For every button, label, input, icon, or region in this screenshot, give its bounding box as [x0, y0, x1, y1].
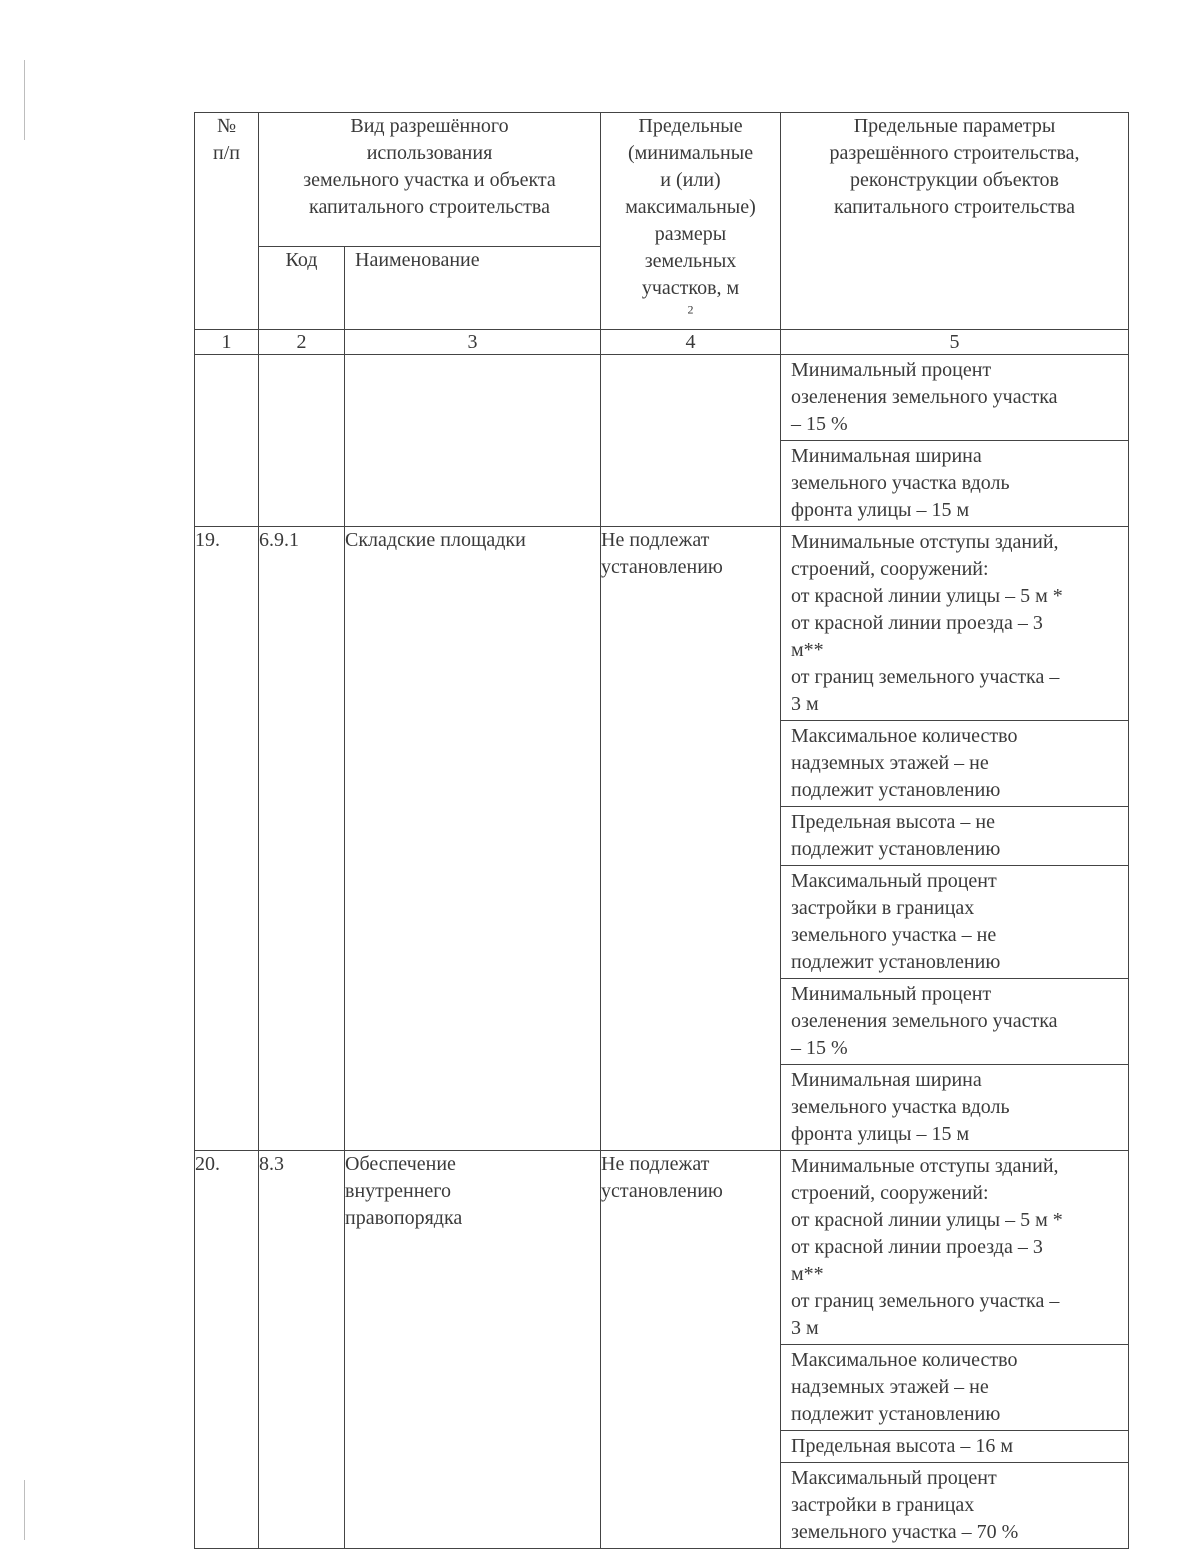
column-numbers-row: [195, 330, 1129, 355]
plot-size-limit: Не подлежат установлению: [601, 1151, 781, 1549]
plot-size-limit: [601, 355, 781, 527]
use-name: Обеспечение внутреннего правопорядка: [345, 1151, 601, 1549]
header-construction-params: Предельные параметры разрешённого строительства, реконструкции объектов капитального строительства: [781, 113, 1129, 330]
header-name: Наименование: [345, 247, 601, 330]
header-use-type-group: Вид разрешённого использования земельного участка и объекта капитального строительства: [259, 113, 601, 247]
column-number-2: 2: [259, 330, 345, 355]
column-number-5: 5: [781, 330, 1129, 355]
param-item: Минимальная ширина земельного участка вдоль фронта улицы – 15 м: [781, 440, 1128, 526]
param-item: Минимальные отступы зданий, строений, сооружений: от красной линии улицы – 5 м * от красной линии проезда – 3 м** от границ земельного участка – 3 м: [791, 531, 1063, 715]
table-row: [195, 1151, 1129, 1549]
use-name: [345, 355, 601, 527]
column-number-1: 1: [195, 330, 259, 355]
superscript-2: 2: [687, 302, 694, 317]
row-number: 19.: [195, 527, 259, 1151]
land-use-regulations-table: [194, 112, 1129, 1549]
param-item: Минимальный процент озеленения земельного участка – 15 %: [781, 978, 1128, 1064]
row-number: 20.: [195, 1151, 259, 1549]
header-plot-sizes: Предельные (минимальные и (или) максимальные) размеры земельных участков, м $^2$: [601, 113, 781, 330]
param-item: Минимальная ширина земельного участка вдоль фронта улицы – 15 м: [781, 1064, 1128, 1150]
column-number-3: 3: [345, 330, 601, 355]
scan-edge-mark: [24, 60, 25, 140]
param-item: Минимальный процент озеленения земельного участка – 15 %: [791, 359, 1058, 435]
construction-params-cell: [781, 355, 1129, 527]
use-code: 6.9.1: [259, 527, 345, 1151]
plot-size-limit: Не подлежат установлению: [601, 527, 781, 1151]
use-code: [259, 355, 345, 527]
use-code: 8.3: [259, 1151, 345, 1549]
header-num: № п/п: [195, 113, 259, 330]
table-row: [195, 355, 1129, 527]
construction-params-cell: [781, 527, 1129, 1151]
scan-edge-mark: [24, 1480, 25, 1540]
column-number-4: 4: [601, 330, 781, 355]
construction-params-cell: [781, 1151, 1129, 1549]
param-item: Предельная высота – не подлежит установлению: [781, 806, 1128, 865]
header-code: Код: [259, 247, 345, 330]
param-item: Предельная высота – 16 м: [781, 1430, 1128, 1462]
param-item: Максимальное количество надземных этажей – не подлежит установлению: [781, 720, 1128, 806]
param-item: Максимальное количество надземных этажей – не подлежит установлению: [781, 1344, 1128, 1430]
row-number: [195, 355, 259, 527]
use-name: Складские площадки: [345, 527, 601, 1151]
param-item: Максимальный процент застройки в границах земельного участка – 70 %: [781, 1462, 1128, 1548]
param-item: Максимальный процент застройки в границах земельного участка – не подлежит установлению: [781, 865, 1128, 978]
table-row: [195, 527, 1129, 1151]
header-row-top: [195, 113, 1129, 247]
param-item: Минимальные отступы зданий, строений, сооружений: от красной линии улицы – 5 м * от красной линии проезда – 3 м** от границ земельного участка – 3 м: [791, 1155, 1063, 1339]
